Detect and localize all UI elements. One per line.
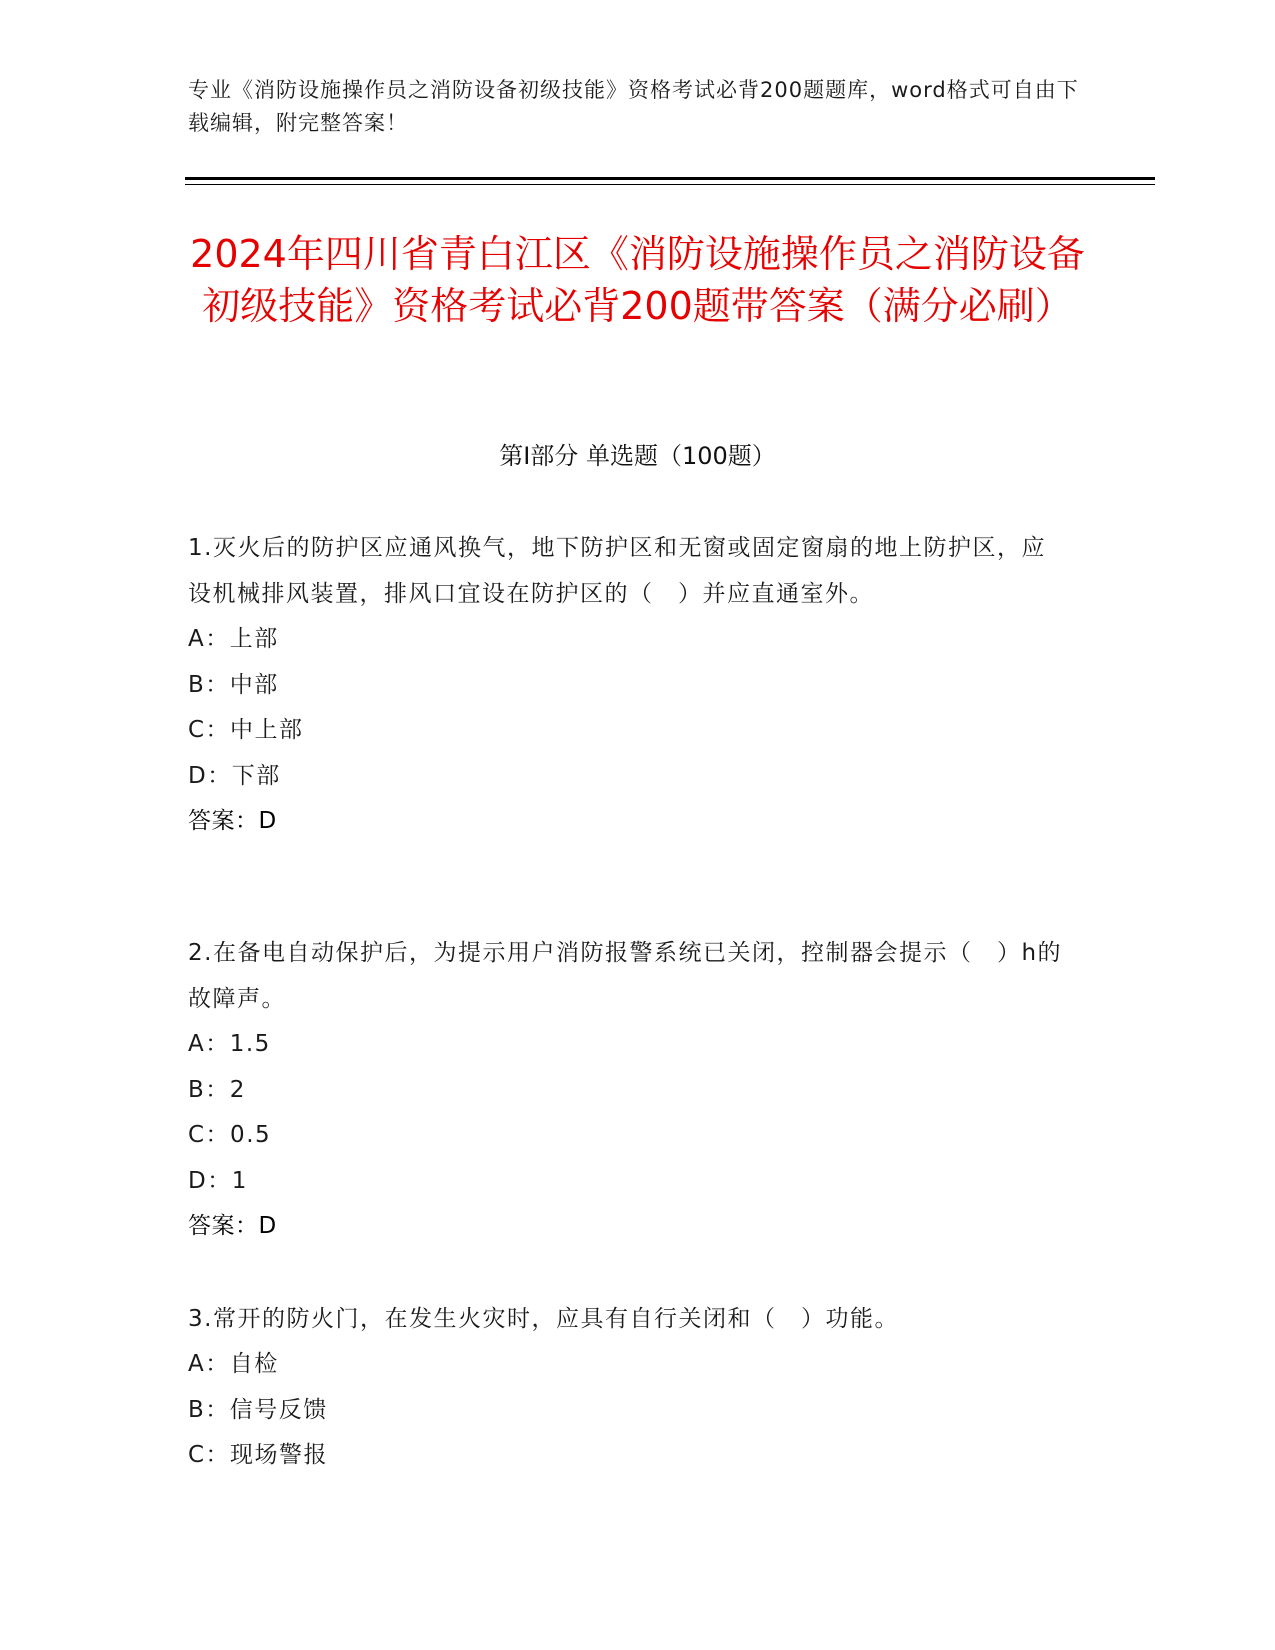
- option-b: B：2: [188, 1076, 246, 1103]
- header-divider-thin: [185, 184, 1155, 185]
- option-a: A：自检: [188, 1351, 279, 1377]
- answer: 答案：D: [188, 808, 277, 834]
- document-title: 2024年四川省青白江区《消防设施操作员之消防设备初级技能》资格考试必背200题带答案（满分必刷）: [190, 232, 1085, 328]
- header-divider-thick: [185, 177, 1155, 180]
- option-c: C：0.5: [188, 1122, 272, 1148]
- question-2: [188, 930, 1068, 1250]
- option-d: D：下部: [188, 762, 281, 789]
- option-a: A：上部: [188, 626, 279, 652]
- question-3: [188, 1296, 1068, 1479]
- answer: 答案：D: [188, 1213, 277, 1239]
- option-b: B：信号反馈: [188, 1396, 328, 1423]
- option-d: D：1: [188, 1167, 248, 1194]
- question-stem: 2.在备电自动保护后，为提示用户消防报警系统已关闭，控制器会提示（ ）h的故障声。: [188, 940, 1063, 1012]
- question-stem: 1.灭火后的防护区应通风换气，地下防护区和无窗或固定窗扇的地上防护区，应设机械排风装置，排风口宜设在防护区的（ ）并应直通室外。: [188, 535, 1046, 607]
- question-stem: 3.常开的防火门，在发生火灾时，应具有自行关闭和（ ）功能。: [188, 1306, 899, 1332]
- section-heading: 第I部分 单选题（100题）: [499, 442, 776, 470]
- option-c: C：现场警报: [188, 1442, 329, 1468]
- option-c: C：中上部: [188, 717, 304, 743]
- option-a: A：1.5: [188, 1031, 271, 1057]
- question-1: [188, 525, 1068, 845]
- header-note: 专业《消防设施操作员之消防设备初级技能》资格考试必背200题题库，word格式可自由下载编辑，附完整答案！: [188, 78, 1079, 135]
- option-b: B：中部: [188, 671, 279, 698]
